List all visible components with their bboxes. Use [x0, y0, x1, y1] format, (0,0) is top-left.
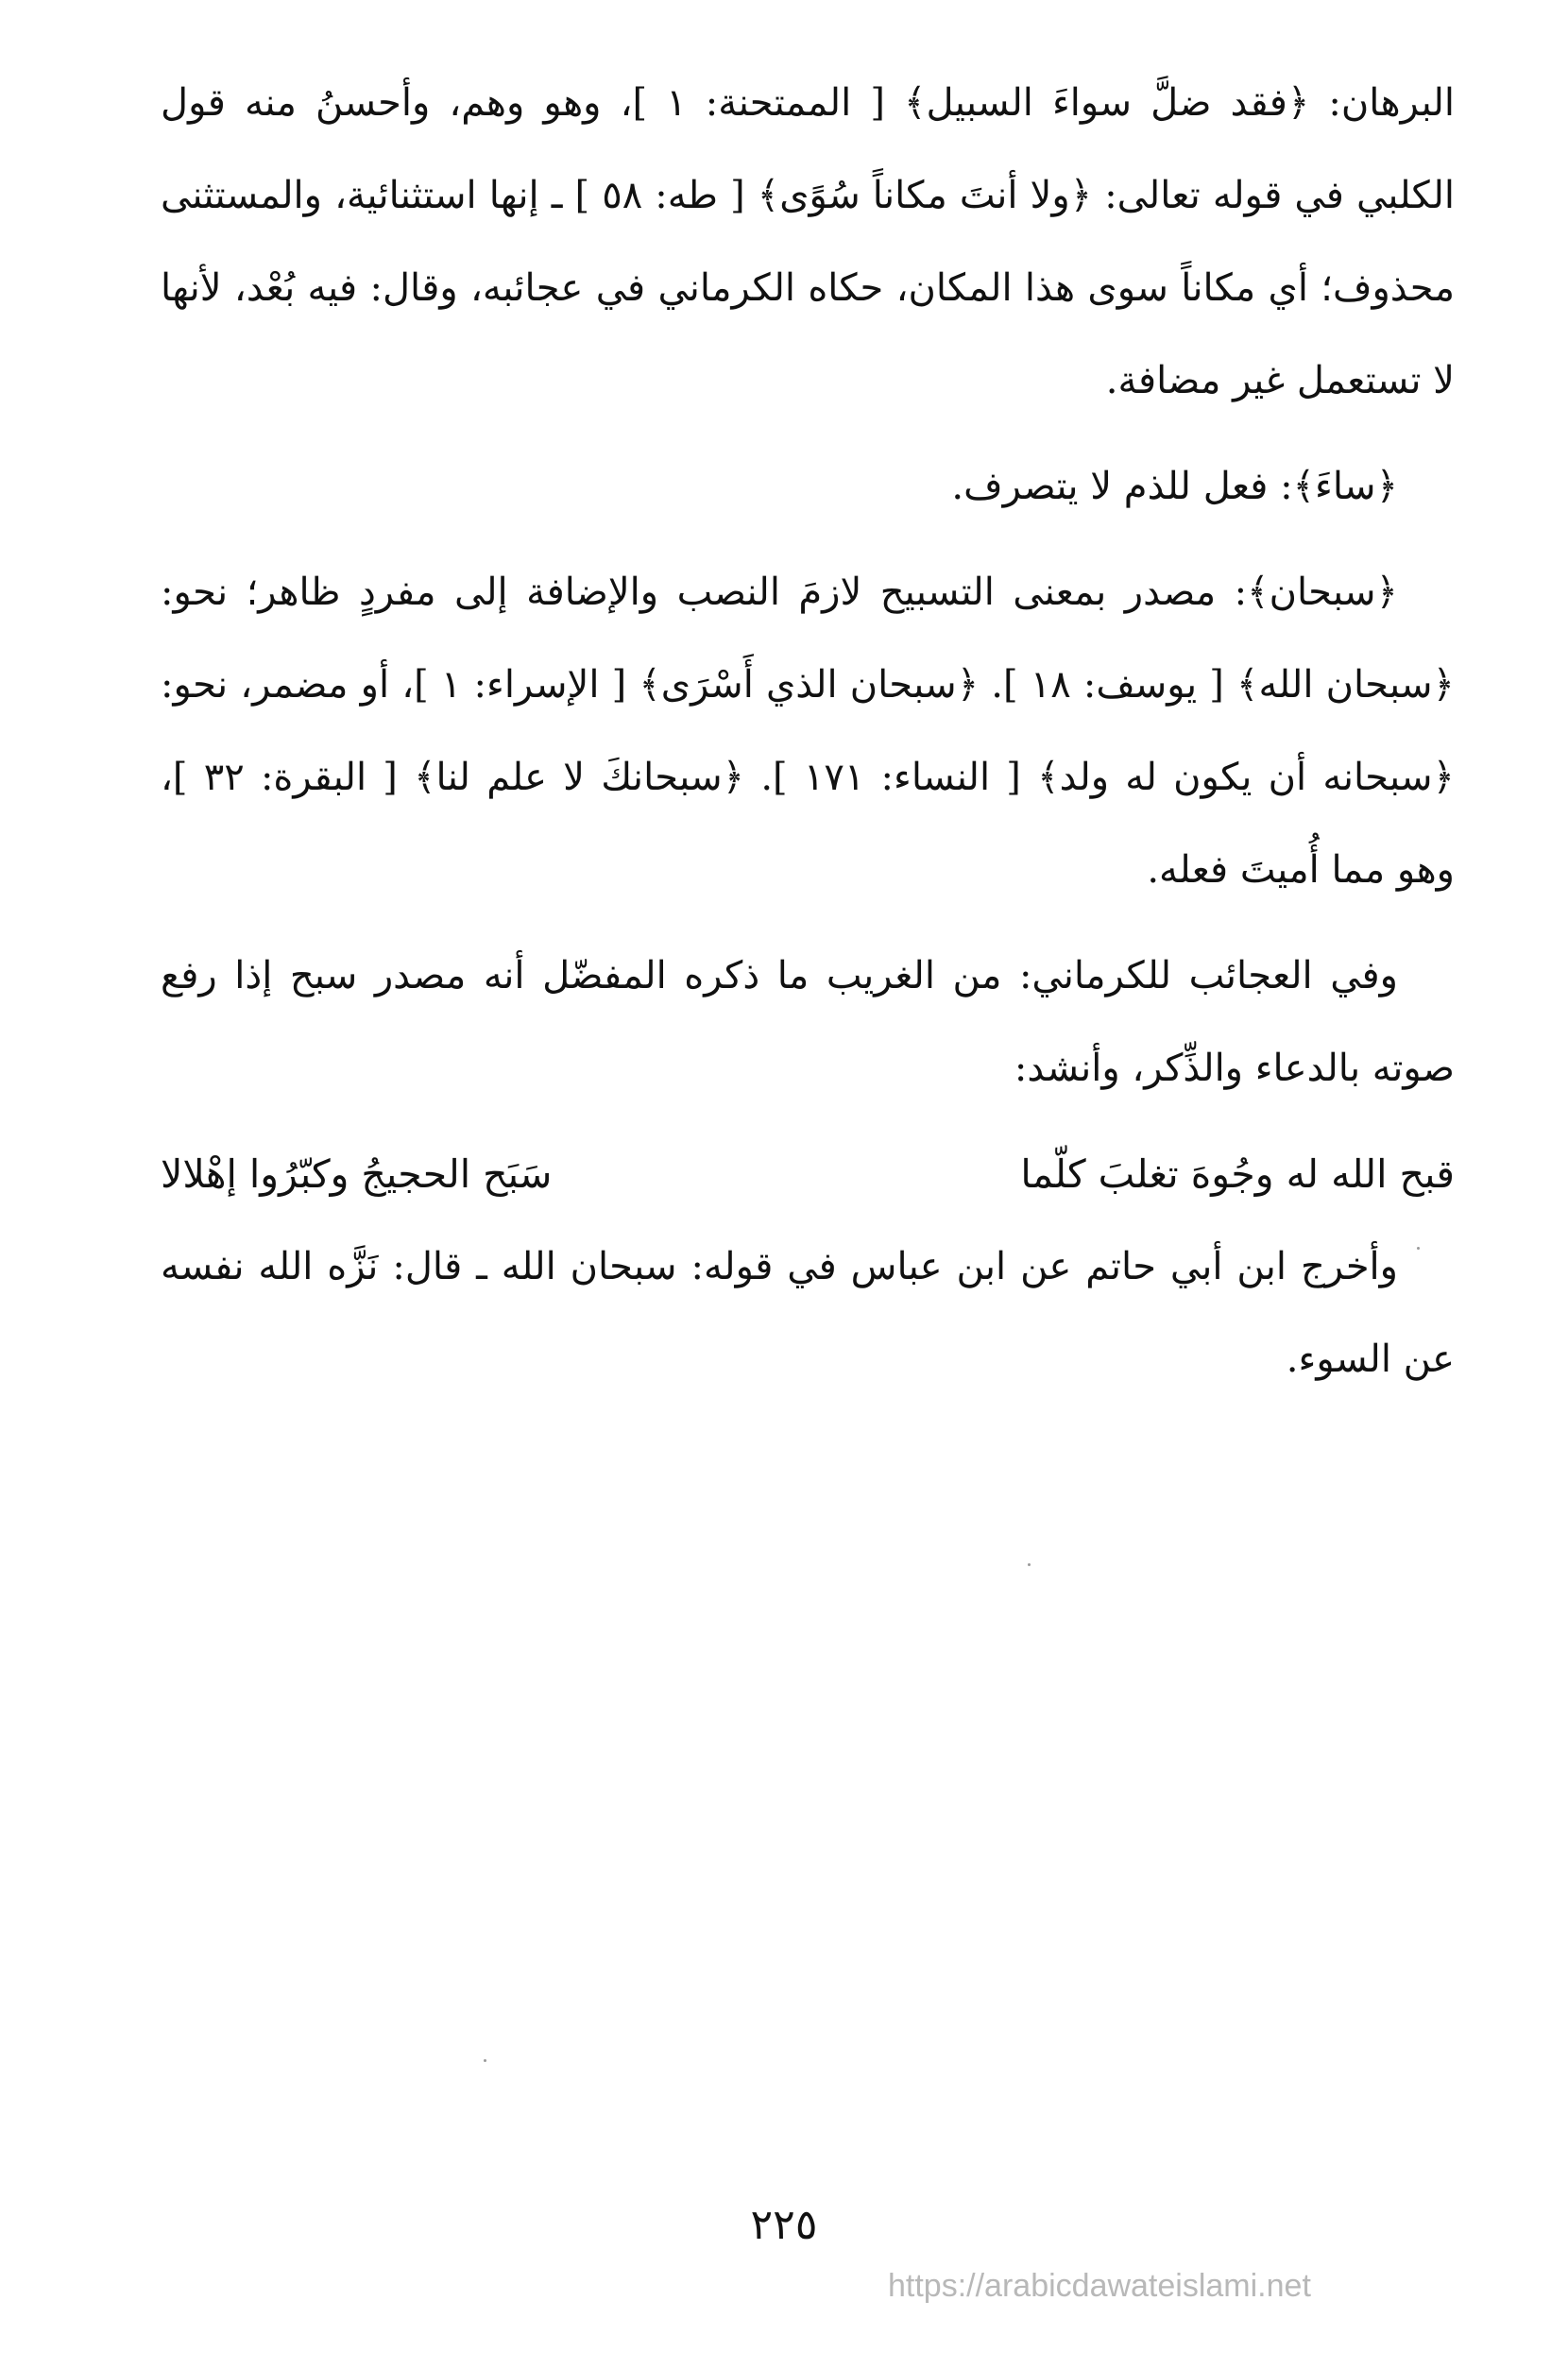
watermark-url: https://arabicdawateislami.net [888, 2268, 1311, 2304]
page-body-text [161, 57, 1455, 1406]
paragraph-ibn-abbas: وأخرج ابن أبي حاتم عن ابن عباس في قوله: سبحان الله ـ قال: نَزَّه الله نفسه عن السوء. [161, 1245, 1455, 1381]
paragraph-kirmani-ajaib: وفي العجائب للكرماني: من الغريب ما ذكره المفضّل أنه مصدر سبح إذا رفع صوته بالدعاء والذِّكر، وأنشد: [161, 954, 1455, 1090]
scan-speck [1417, 1247, 1420, 1250]
scan-speck [484, 2059, 486, 2062]
paragraph-subhan: ﴿سبحان﴾: مصدر بمعنى التسبيح لازمَ النصب والإضافة إلى مفردٍ ظاهر؛ نحو: ﴿سبحان الله﴾ [ يوسف: ١٨ ]. ﴿سبحان الذي أَسْرَى﴾ [ الإسراء: ١ ]، أو مضمر، نحو: ﴿سبحانه أن يكون له ولد﴾ [ النساء: ١٧١ ]. ﴿سبحانكَ لا علم لنا﴾ [ البقرة: ٣٢ ]، وهو مما أُميتَ فعله. [161, 571, 1455, 892]
scan-speck [1028, 1563, 1031, 1566]
verse-first-hemistich: قبح الله له وجُوهَ تغلبَ كلّما [1020, 1151, 1455, 1197]
verse-second-hemistich: سَبَح الحجيجُ وكبّرُوا إهْلالا [161, 1151, 553, 1197]
paragraph-saa: ﴿ساءَ﴾: فعل للذم لا يتصرف. [951, 465, 1398, 508]
poetry-verse [161, 1128, 1455, 1220]
paragraph-burhan: البرهان: ﴿فقد ضلَّ سواءَ السبيل﴾ [ الممتحنة: ١ ]، وهو وهم، وأحسنُ منه قول الكلبي في قوله تعالى: ﴿ولا أنتَ مكاناً سُوًى﴾ [ طه: ٥٨ ] ـ إنها استثنائية، والمستثنى محذوف؛ أي مكاناً سوى هذا المكان، حكاه الكرماني في عجائبه، وقال: فيه بُعْد، لأنها لا تستعمل غير مضافة. [161, 81, 1456, 402]
page-number: ٢٢٥ [750, 2201, 818, 2249]
